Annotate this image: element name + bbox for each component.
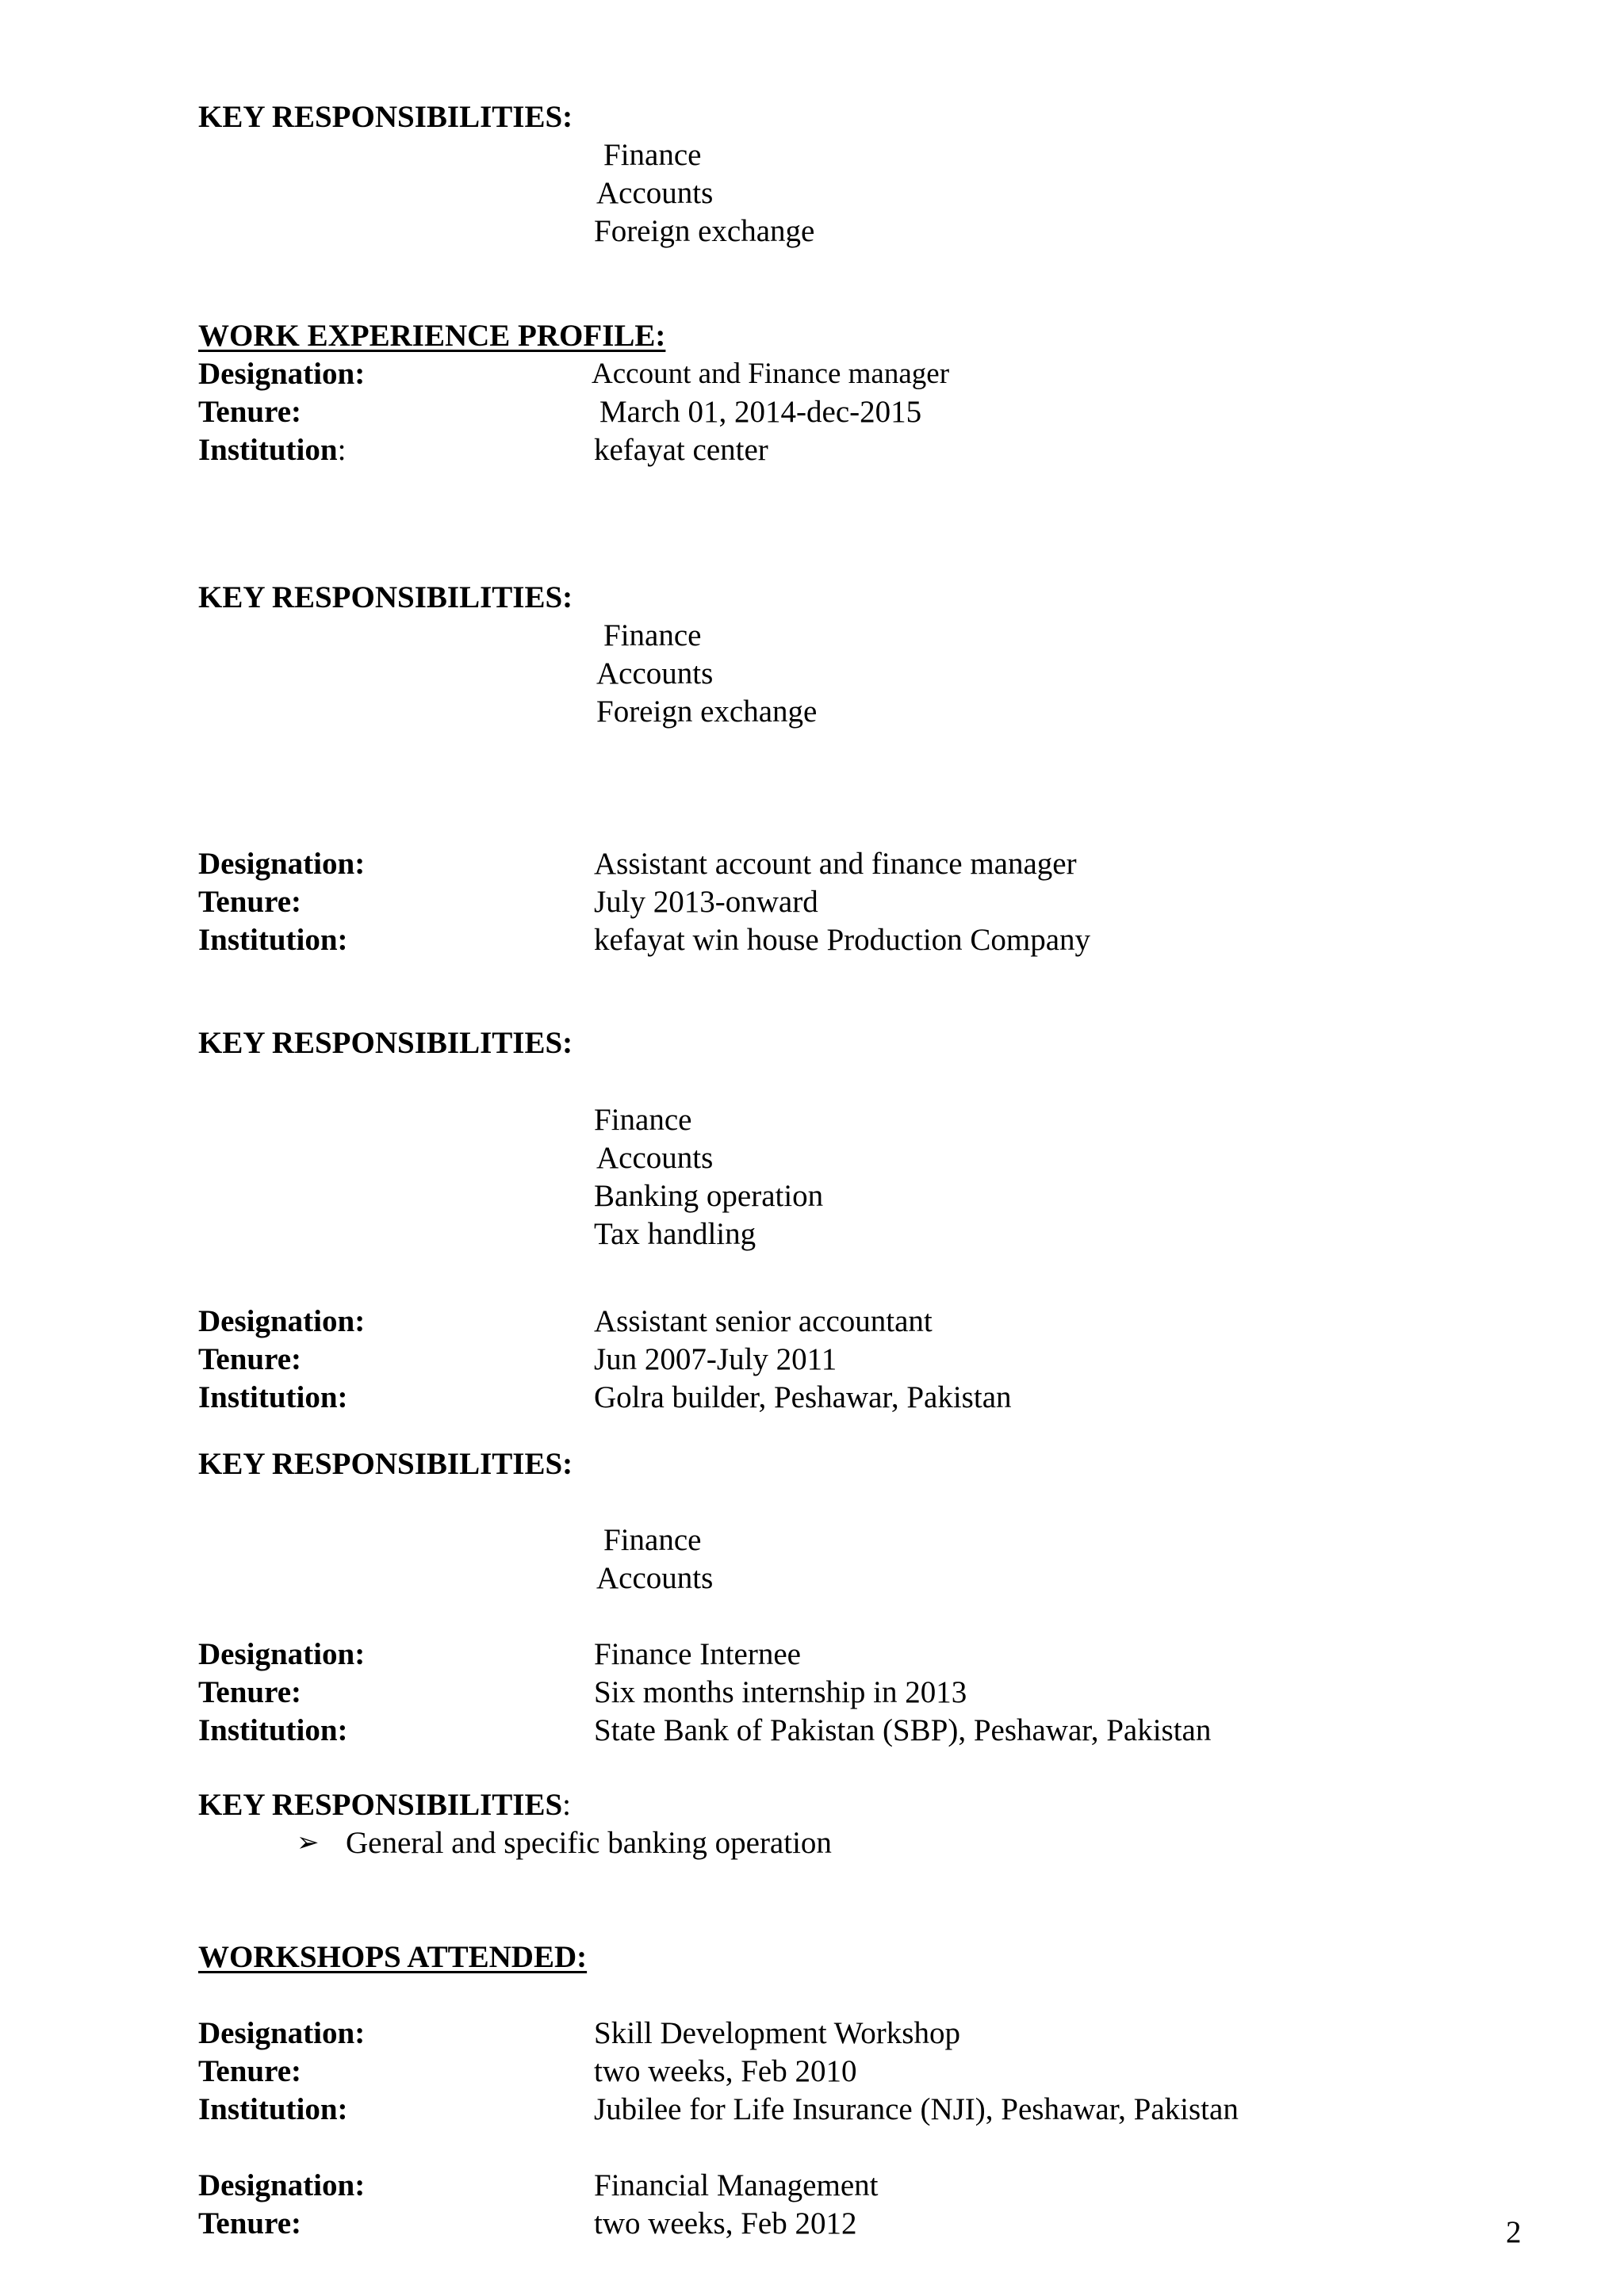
institution-label-text: Institution	[198, 433, 338, 467]
designation-value: Finance Internee	[594, 1637, 801, 1671]
institution-label	[198, 431, 346, 469]
designation-value: Assistant account and finance manager	[594, 847, 1077, 881]
designation-label: Designation:	[198, 1637, 366, 1671]
institution-value: Golra builder, Peshawar, Pakistan	[594, 1380, 1012, 1414]
responsibility-item: Accounts	[596, 1561, 714, 1595]
key-responsibilities-heading: KEY RESPONSIBILITIES:	[198, 1447, 573, 1481]
responsibility-item: Finance	[603, 618, 702, 652]
tenure-label: Tenure:	[198, 885, 302, 919]
responsibility-item: Foreign exchange	[594, 214, 815, 248]
key-responsibilities-text: KEY RESPONSIBILITIES	[198, 1788, 563, 1822]
key-responsibilities-heading: KEY RESPONSIBILITIES:	[198, 100, 573, 134]
responsibility-item: General and specific banking operation	[346, 1826, 832, 1860]
arrow-bullet-icon: ➢	[297, 1828, 320, 1858]
workshops-heading: WORKSHOPS ATTENDED:	[198, 1940, 588, 1974]
responsibility-item: Finance	[603, 138, 702, 172]
institution-value: State Bank of Pakistan (SBP), Peshawar, Pakistan	[594, 1713, 1212, 1747]
responsibility-item: Finance	[603, 1523, 702, 1557]
key-responsibilities-heading: KEY RESPONSIBILITIES:	[198, 1026, 573, 1060]
tenure-value: two weeks, Feb 2010	[594, 2054, 857, 2088]
tenure-label: Tenure:	[198, 395, 302, 429]
key-responsibilities-colon: :	[562, 1788, 571, 1822]
work-experience-heading: WORK EXPERIENCE PROFILE:	[198, 319, 666, 353]
responsibility-item: Foreign exchange	[596, 695, 818, 729]
tenure-value: Six months internship in 2013	[594, 1675, 967, 1709]
institution-value: Jubilee for Life Insurance (NJI), Peshawar, Pakistan	[594, 2092, 1239, 2126]
tenure-label: Tenure:	[198, 1342, 302, 1376]
tenure-value: Jun 2007-July 2011	[594, 1342, 837, 1376]
page-number: 2	[1506, 2215, 1522, 2249]
designation-label: Designation:	[198, 357, 366, 391]
responsibility-item: Finance	[594, 1103, 692, 1137]
designation-value: Skill Development Workshop	[594, 2016, 960, 2050]
institution-value: kefayat win house Production Company	[594, 923, 1091, 957]
institution-label: Institution:	[198, 2092, 348, 2126]
institution-label-colon: :	[337, 433, 347, 467]
designation-label: Designation:	[198, 2168, 366, 2202]
tenure-label: Tenure:	[198, 2206, 302, 2241]
designation-label: Designation:	[198, 1304, 366, 1338]
institution-label: Institution:	[198, 1713, 348, 1747]
responsibility-item: Accounts	[596, 656, 714, 691]
responsibility-item: Accounts	[596, 1141, 714, 1175]
designation-value: Assistant senior accountant	[594, 1304, 933, 1338]
tenure-label: Tenure:	[198, 2054, 302, 2088]
designation-value: Account and Finance manager	[592, 358, 950, 390]
institution-value: kefayat center	[594, 433, 768, 467]
institution-label: Institution:	[198, 1380, 348, 1414]
designation-label: Designation:	[198, 847, 366, 881]
tenure-value: July 2013-onward	[594, 885, 818, 919]
responsibility-item: Tax handling	[594, 1217, 756, 1251]
responsibility-item: Accounts	[596, 176, 714, 210]
designation-label: Designation:	[198, 2016, 366, 2050]
institution-label: Institution:	[198, 923, 348, 957]
tenure-label: Tenure:	[198, 1675, 302, 1709]
tenure-value: two weeks, Feb 2012	[594, 2206, 857, 2241]
key-responsibilities-heading	[198, 1786, 571, 1824]
responsibility-item: Banking operation	[594, 1179, 824, 1213]
designation-value: Financial Management	[594, 2168, 879, 2202]
tenure-value: March 01, 2014-dec-2015	[599, 395, 922, 429]
key-responsibilities-heading: KEY RESPONSIBILITIES:	[198, 580, 573, 614]
